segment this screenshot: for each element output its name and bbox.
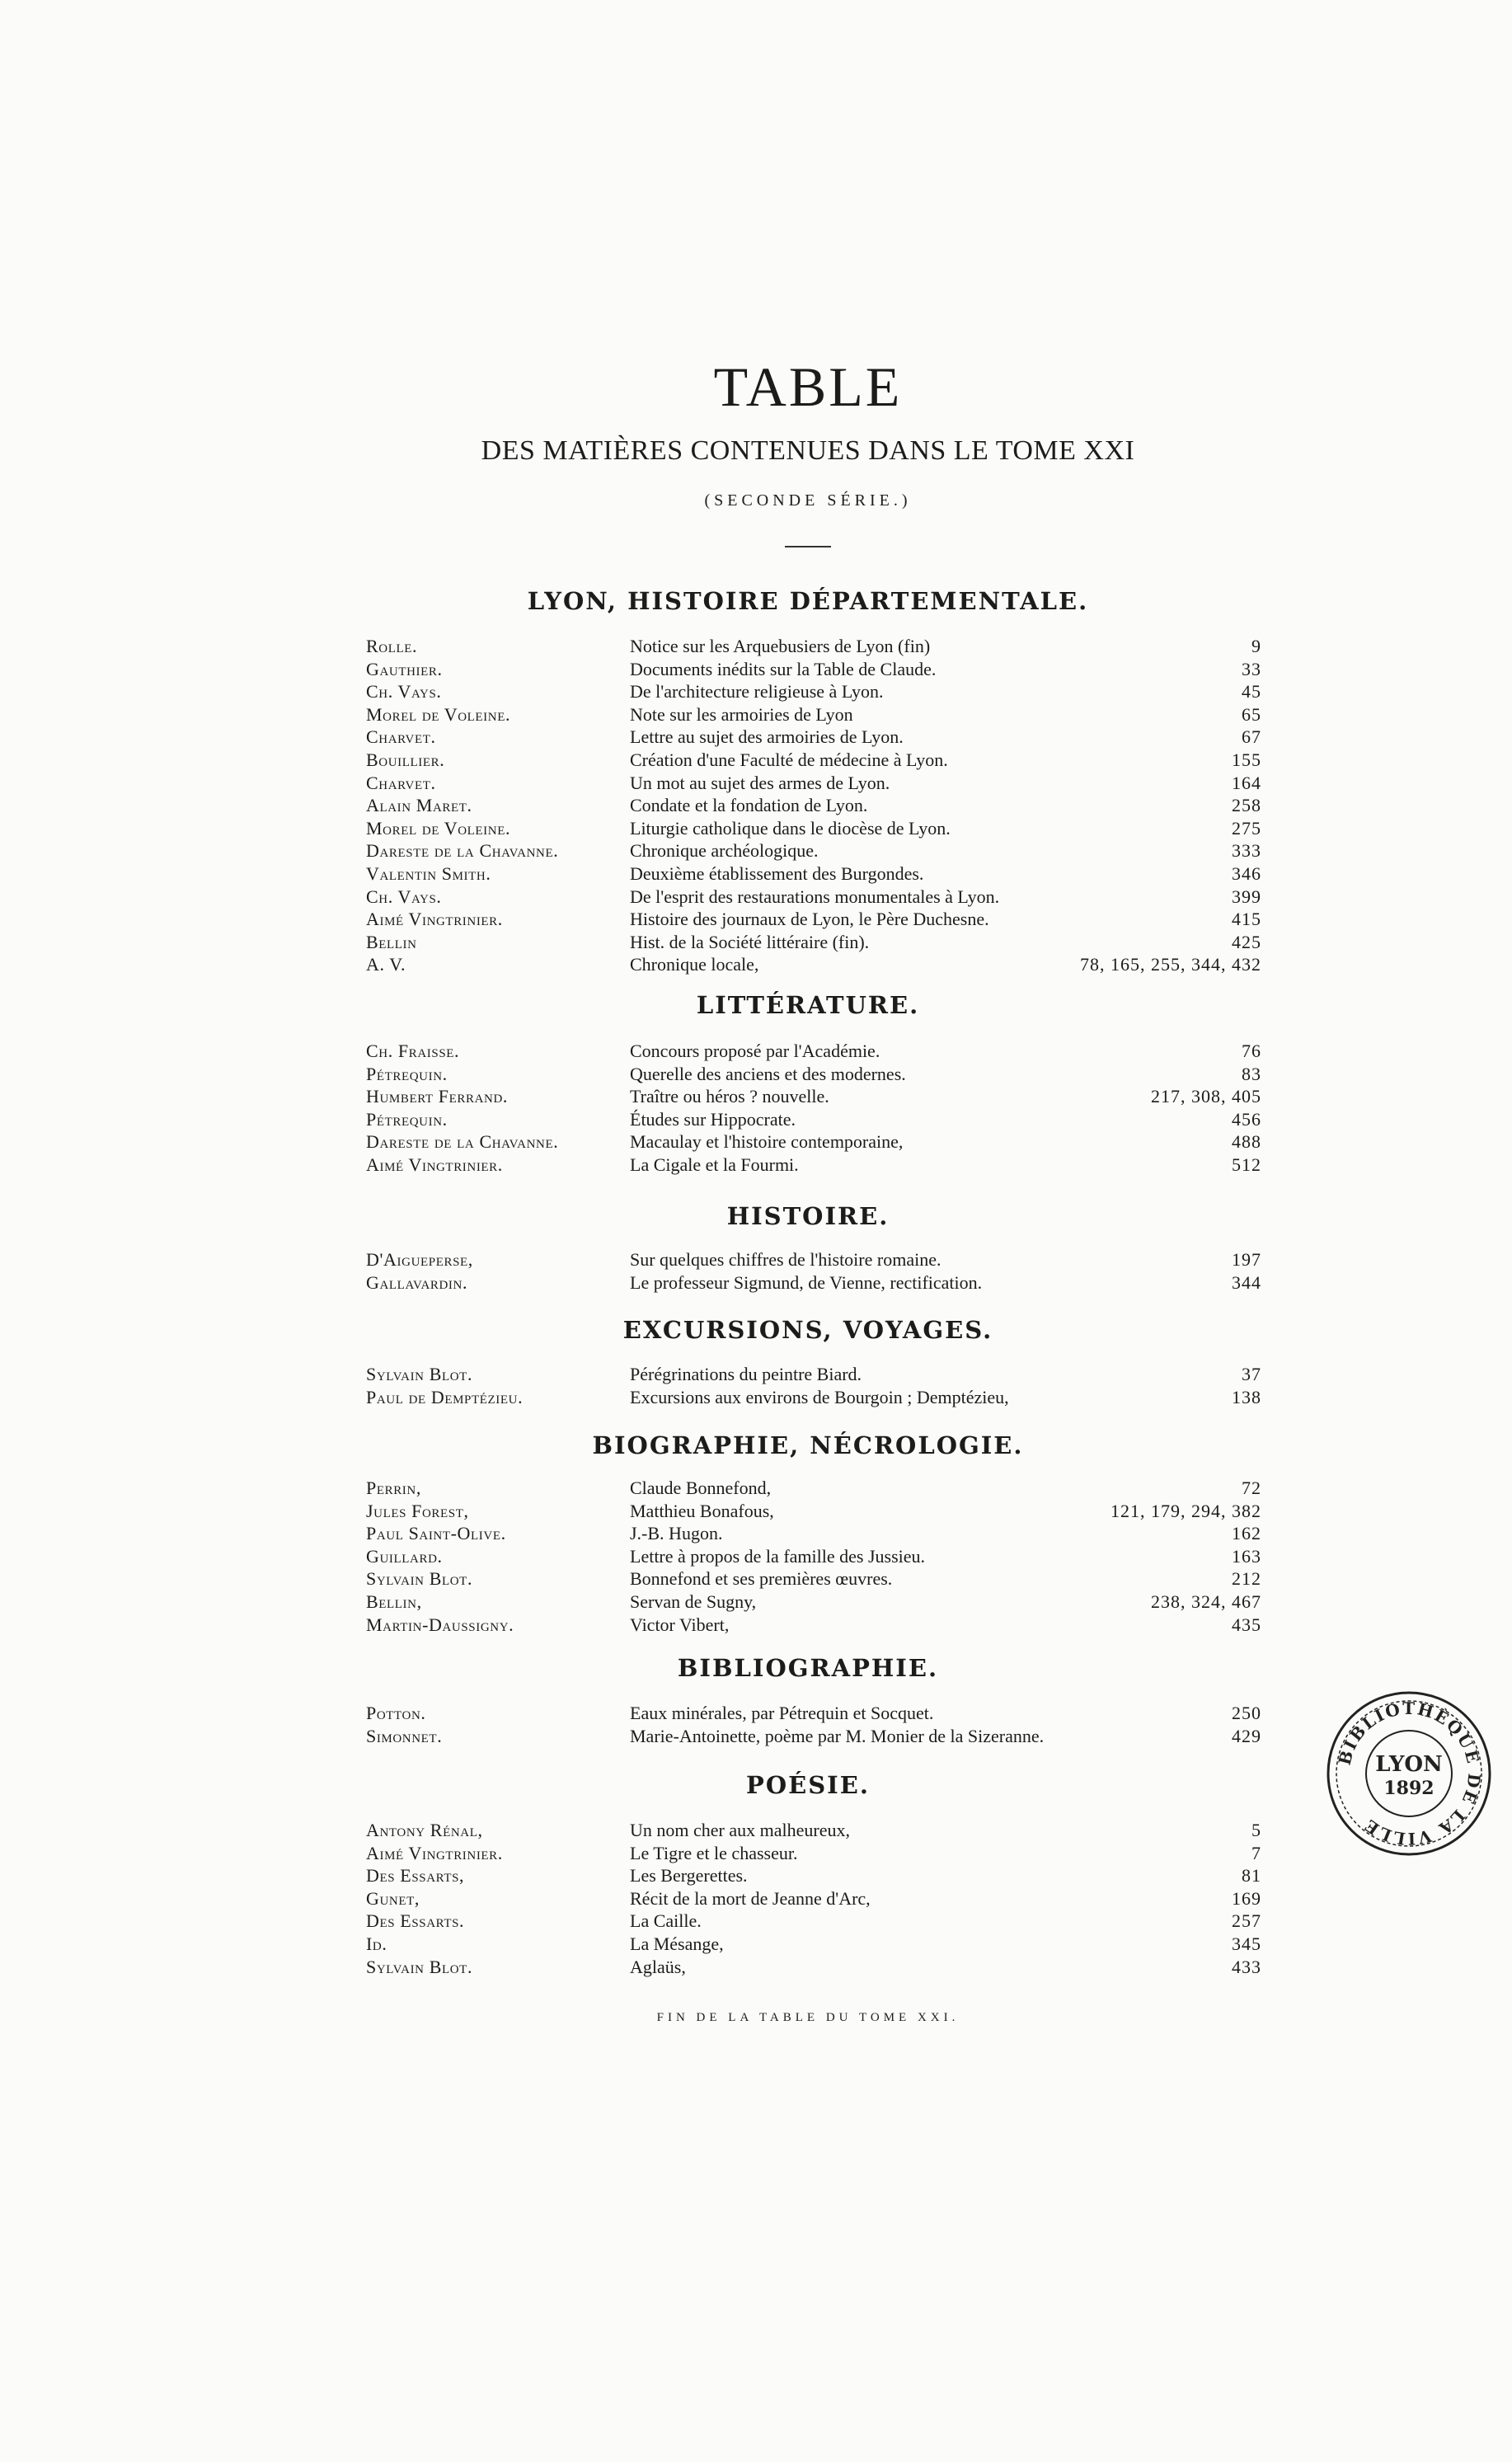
entry-pages: 345 <box>1232 1933 1261 1954</box>
entry-title: Traître ou héros ? nouvelle. <box>630 1086 829 1107</box>
entry-title: La Caille. <box>630 1910 702 1932</box>
toc-entry <box>0 1153 1512 1177</box>
end-note: FIN DE LA TABLE DU TOME XXI. <box>656 2011 960 2024</box>
entry-pages: 76 <box>1242 1041 1261 1061</box>
entry-author: Bellin <box>366 931 417 952</box>
entry-title: La Cigale et la Fourmi. <box>630 1154 799 1175</box>
entry-pages: 217, 308, 405 <box>1151 1086 1261 1107</box>
entry-author: Dareste de la Chavanne. <box>366 840 559 862</box>
toc-entry <box>0 794 1512 817</box>
entry-author: Des Essarts, <box>366 1865 465 1886</box>
section-heading: EXCURSIONS, VOYAGES. <box>622 1316 993 1344</box>
entry-pages: 435 <box>1232 1614 1261 1635</box>
entry-title: Création d'une Faculté de médecine à Lyon. <box>630 749 948 770</box>
entry-pages: 257 <box>1232 1910 1261 1932</box>
entry-pages: 456 <box>1232 1108 1261 1130</box>
toc-entry <box>0 1819 1512 1842</box>
entry-title: Études sur Hippocrate. <box>630 1108 796 1130</box>
entry-author: Martin-Daussigny. <box>366 1614 514 1635</box>
entry-title: Lettre à propos de la famille des Jussieu. <box>630 1545 926 1567</box>
toc-entry <box>0 931 1512 954</box>
entry-pages: 83 <box>1242 1063 1261 1084</box>
entry-pages: 258 <box>1232 795 1261 816</box>
entry-author: Gunet, <box>366 1887 420 1909</box>
toc-entry <box>0 1477 1512 1500</box>
entry-pages: 65 <box>1242 703 1261 725</box>
entry-pages: 399 <box>1232 886 1261 907</box>
toc-entry <box>0 1248 1512 1271</box>
entry-pages: 429 <box>1232 1725 1261 1746</box>
toc-entry <box>0 1614 1512 1637</box>
entry-pages: 344 <box>1232 1271 1261 1293</box>
page-title: TABLE <box>713 355 903 418</box>
entry-title: Concours proposé par l'Académie. <box>630 1041 880 1061</box>
entry-title: Chronique locale, <box>630 954 759 975</box>
entry-pages: 333 <box>1232 840 1261 862</box>
entry-title: Chronique archéologique. <box>630 840 819 862</box>
entry-author: Morel de Voleine. <box>366 817 511 839</box>
entry-title: Macaulay et l'histoire contemporaine, <box>630 1131 904 1153</box>
entry-pages: 415 <box>1232 909 1261 930</box>
toc-entry <box>0 1702 1512 1725</box>
entry-title: Deuxième établissement des Burgondes. <box>630 863 924 884</box>
section-heading: POÉSIE. <box>746 1771 870 1799</box>
entry-author: Sylvain Blot. <box>366 1956 473 1977</box>
section-heading: BIOGRAPHIE, NÉCROLOGIE. <box>592 1431 1024 1459</box>
section-heading: LITTÉRATURE. <box>696 991 920 1019</box>
toc-entry <box>0 1933 1512 1956</box>
section-heading: HISTOIRE. <box>726 1202 890 1230</box>
toc-entry <box>0 749 1512 772</box>
entry-title: Matthieu Bonafous, <box>630 1500 774 1521</box>
entry-pages: 138 <box>1232 1386 1261 1407</box>
toc-entry <box>0 1956 1512 1979</box>
entry-author: Des Essarts. <box>366 1910 465 1932</box>
toc-entry <box>0 772 1512 795</box>
entry-pages: 212 <box>1232 1568 1261 1590</box>
toc-entry <box>0 1386 1512 1409</box>
entry-pages: 45 <box>1242 681 1261 702</box>
entry-author: Aimé Vingtrinier. <box>366 909 503 930</box>
svg-text:BIBLIOTHÈQUE DE LA VILLE: BIBLIOTHÈQUE DE LA VILLE <box>1334 1698 1485 1849</box>
entry-title: Victor Vibert, <box>630 1614 730 1635</box>
entry-pages: 81 <box>1242 1865 1261 1886</box>
entry-title: Liturgie catholique dans le diocèse de Lyon. <box>630 817 951 839</box>
toc-entry <box>0 1063 1512 1086</box>
entry-title: Claude Bonnefond, <box>630 1478 772 1498</box>
toc-entry <box>0 1130 1512 1153</box>
entry-author: Perrin, <box>366 1478 421 1498</box>
entry-title: Pérégrinations du peintre Biard. <box>630 1364 862 1384</box>
entry-author: Ch. Fraisse. <box>366 1041 460 1061</box>
entry-pages: 197 <box>1232 1249 1261 1270</box>
entry-author: Pétrequin. <box>366 1063 448 1084</box>
entry-pages: 425 <box>1232 931 1261 952</box>
entry-author: Dareste de la Chavanne. <box>366 1131 559 1153</box>
toc-entry <box>0 1887 1512 1910</box>
entry-title: Eaux minérales, par Pétrequin et Socquet. <box>630 1703 934 1723</box>
entry-title: La Mésange, <box>630 1933 724 1954</box>
toc-entry <box>0 1725 1512 1748</box>
toc-entry <box>0 726 1512 749</box>
entry-pages: 72 <box>1242 1478 1261 1498</box>
entry-pages: 250 <box>1232 1703 1261 1723</box>
entry-author: Valentin Smith. <box>366 863 491 884</box>
entry-author: Charvet. <box>366 772 436 793</box>
toc-entry <box>0 1545 1512 1568</box>
toc-entry <box>0 908 1512 931</box>
entry-pages: 346 <box>1232 863 1261 884</box>
entry-title: Aglaüs, <box>630 1956 686 1977</box>
library-stamp-seal <box>1322 1687 1496 1860</box>
entry-pages: 78, 165, 255, 344, 432 <box>1080 954 1261 975</box>
entry-title: Marie-Antoinette, poème par M. Monier de la Sizeranne. <box>630 1725 1045 1746</box>
entry-author: Aimé Vingtrinier. <box>366 1154 503 1175</box>
entry-title: Bonnefond et ses premières œuvres. <box>630 1568 893 1590</box>
entry-pages: 67 <box>1242 726 1261 748</box>
entry-author: Potton. <box>366 1703 426 1723</box>
svg-text:1892: 1892 <box>1383 1778 1435 1799</box>
entry-author: Bellin, <box>366 1591 422 1612</box>
entry-title: Lettre au sujet des armoiries de Lyon. <box>630 726 904 748</box>
entry-title: Récit de la mort de Jeanne d'Arc, <box>630 1887 871 1909</box>
toc-entry <box>0 1590 1512 1614</box>
toc-entry <box>0 1108 1512 1131</box>
toc-entry <box>0 886 1512 909</box>
toc-entry <box>0 1040 1512 1063</box>
entry-pages: 163 <box>1232 1545 1261 1567</box>
entry-title: Le professeur Sigmund, de Vienne, rectification. <box>630 1271 983 1293</box>
entry-pages: 164 <box>1232 772 1261 793</box>
toc-entry <box>0 1500 1512 1523</box>
toc-entry <box>0 1910 1512 1933</box>
svg-text:LYON: LYON <box>1375 1752 1443 1777</box>
entry-author: D'Aigueperse, <box>366 1249 473 1270</box>
toc-entry <box>0 703 1512 726</box>
entry-pages: 37 <box>1242 1364 1261 1384</box>
entry-author: Paul Saint-Olive. <box>366 1523 506 1544</box>
toc-entry <box>0 1567 1512 1590</box>
toc-entry <box>0 953 1512 976</box>
entry-pages: 275 <box>1232 817 1261 839</box>
page-subtitle: DES MATIÈRES CONTENUES DANS LE TOME XXI <box>481 435 1135 466</box>
entry-title: De l'esprit des restaurations monumentales à Lyon. <box>630 886 1000 907</box>
entry-author: Humbert Ferrand. <box>366 1086 508 1107</box>
entry-author: A. V. <box>366 954 406 975</box>
entry-title: Un mot au sujet des armes de Lyon. <box>630 772 890 793</box>
toc-entry <box>0 1363 1512 1386</box>
toc-entry <box>0 1271 1512 1294</box>
toc-entry <box>0 1864 1512 1887</box>
entry-title: Sur quelques chiffres de l'histoire romaine. <box>630 1249 941 1270</box>
entry-title: Servan de Sugny, <box>630 1591 757 1612</box>
entry-author: Simonnet. <box>366 1725 443 1746</box>
entry-author: Pétrequin. <box>366 1108 448 1130</box>
title-divider <box>785 546 831 547</box>
entry-pages: 238, 324, 467 <box>1151 1591 1261 1612</box>
entry-title: Hist. de la Société littéraire (fin). <box>630 931 870 952</box>
entry-title: De l'architecture religieuse à Lyon. <box>630 681 884 702</box>
toc-entry <box>0 817 1512 840</box>
entry-title: Histoire des journaux de Lyon, le Père Duchesne. <box>630 909 989 930</box>
entry-pages: 433 <box>1232 1956 1261 1977</box>
entry-title: Documents inédits sur la Table de Claude. <box>630 658 937 679</box>
entry-author: Jules Forest, <box>366 1500 469 1521</box>
toc-entry <box>0 1522 1512 1545</box>
entry-author: Aimé Vingtrinier. <box>366 1842 503 1863</box>
entry-author: Ch. Vays. <box>366 886 442 907</box>
entry-author: Sylvain Blot. <box>366 1364 473 1384</box>
toc-entry <box>0 1842 1512 1865</box>
entry-pages: 7 <box>1251 1842 1261 1863</box>
entry-pages: 9 <box>1251 636 1261 656</box>
toc-entry <box>0 680 1512 703</box>
entry-pages: 169 <box>1232 1887 1261 1909</box>
entry-pages: 33 <box>1242 658 1261 679</box>
entry-author: Bouillier. <box>366 749 445 770</box>
entry-author: Guillard. <box>366 1545 443 1567</box>
entry-title: J.-B. Hugon. <box>630 1523 723 1544</box>
entry-title: Les Bergerettes. <box>630 1865 748 1886</box>
entry-author: Ch. Vays. <box>366 681 442 702</box>
entry-title: Un nom cher aux malheureux, <box>630 1820 850 1840</box>
entry-title: Querelle des anciens et des modernes. <box>630 1063 906 1084</box>
entry-author: Alain Maret. <box>366 795 472 816</box>
section-heading: LYON, HISTOIRE DÉPARTEMENTALE. <box>527 587 1089 615</box>
entry-author: Gallavardin. <box>366 1271 468 1293</box>
entry-pages: 5 <box>1251 1820 1261 1840</box>
toc-entry <box>0 862 1512 886</box>
toc-entry <box>0 658 1512 681</box>
toc-entry <box>0 635 1512 658</box>
entry-pages: 121, 179, 294, 382 <box>1111 1500 1261 1521</box>
toc-entry <box>0 839 1512 862</box>
entry-author: Id. <box>366 1933 387 1954</box>
entry-title: Condate et la fondation de Lyon. <box>630 795 868 816</box>
entry-author: Morel de Voleine. <box>366 703 511 725</box>
entry-title: Le Tigre et le chasseur. <box>630 1842 798 1863</box>
entry-title: Note sur les armoiries de Lyon <box>630 703 853 725</box>
entry-pages: 162 <box>1232 1523 1261 1544</box>
entry-author: Paul de Demptézieu. <box>366 1386 524 1407</box>
entry-author: Antony Rénal, <box>366 1820 483 1840</box>
entry-author: Sylvain Blot. <box>366 1568 473 1590</box>
entry-pages: 488 <box>1232 1131 1261 1153</box>
section-heading: BIBLIOGRAPHIE. <box>677 1654 939 1682</box>
toc-entry <box>0 1085 1512 1108</box>
entry-title: Excursions aux environs de Bourgoin ; Demptézieu, <box>630 1386 1009 1407</box>
entry-author: Rolle. <box>366 636 418 656</box>
entry-title: Notice sur les Arquebusiers de Lyon (fin) <box>630 636 931 656</box>
entry-author: Gauthier. <box>366 658 443 679</box>
library-stamp <box>1322 1687 1496 1860</box>
entry-pages: 155 <box>1232 749 1261 770</box>
series-label: (SECONDE SÉRIE.) <box>704 491 912 510</box>
entry-author: Charvet. <box>366 726 436 748</box>
entry-pages: 512 <box>1232 1154 1261 1175</box>
